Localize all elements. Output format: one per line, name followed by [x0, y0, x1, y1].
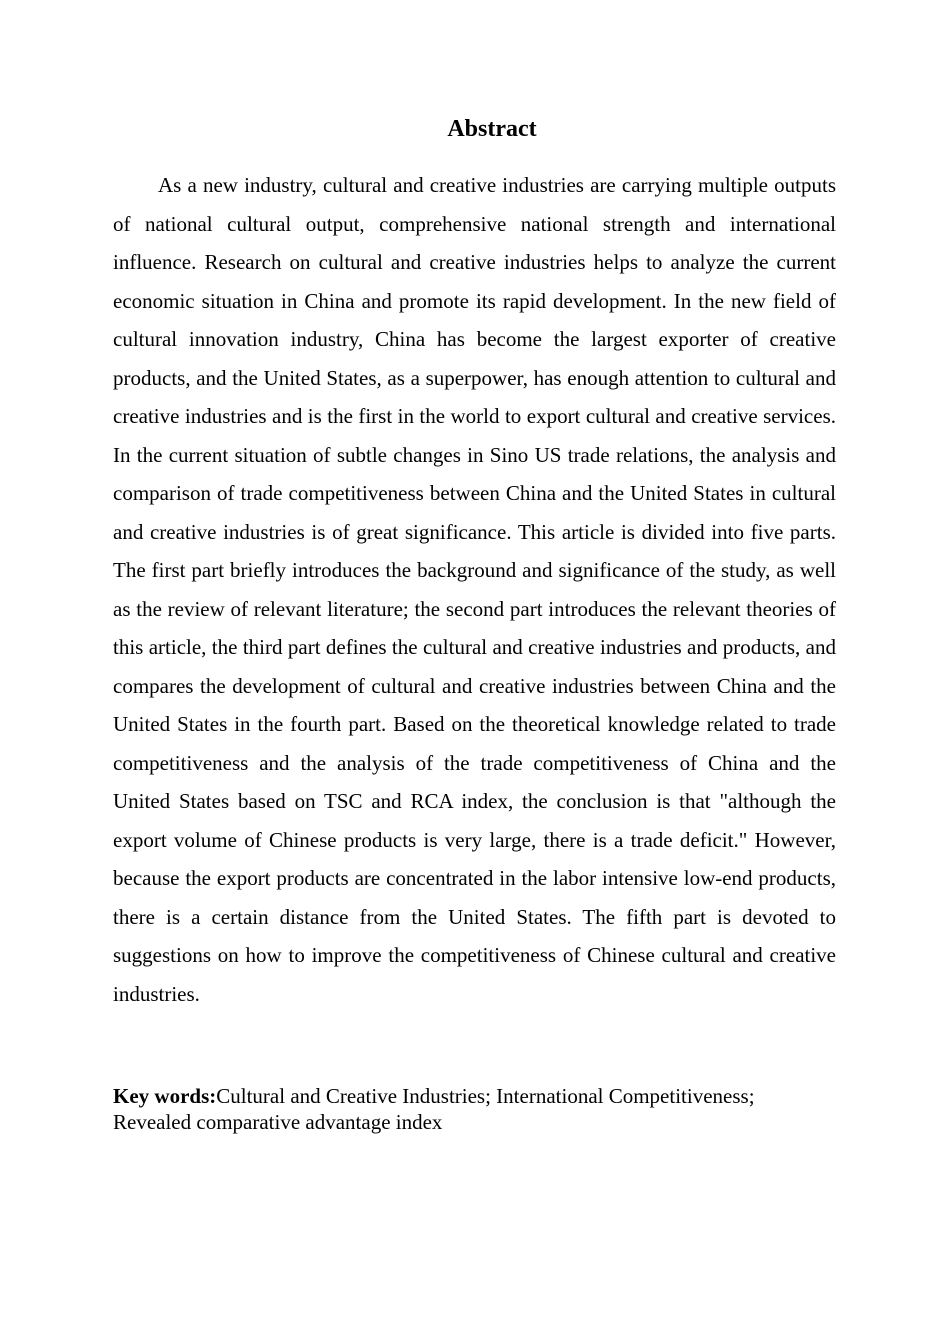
keywords-label: Key words: — [113, 1084, 217, 1108]
keywords-line — [113, 1083, 836, 1135]
page-title: Abstract — [447, 116, 537, 142]
abstract-paragraph: As a new industry, cultural and creative industries are carrying multiple outputs of national cultural output, comprehensive national strength and international influence. Research on cultural and creative industries helps to analyze the current economic situation in China and promote its rapid development. In the new field of cultural innovation industry, China has become the largest exporter of creative products, and the United States, as a superpower, has enough attention to cultural and creative industries and is the first in the world to export cultural and creative services. In the current situation of subtle changes in Sino US trade relations, the analysis and comparison of trade competitiveness between China and the United States in cultural and creative industries is of great significance. This article is divided into five parts. The first part briefly introduces the background and significance of the study, as well as the review of relevant literature; the second part introduces the relevant theories of this article, the third part defines the cultural and creative industries and products, and compares the development of cultural and creative industries between China and the United States in the fourth part. Based on the theoretical knowledge related to trade competitiveness and the analysis of the trade competitiveness of China and the United States based on TSC and RCA index, the conclusion is that "although the export volume of Chinese products is very large, there is a trade deficit." However, because the export products are concentrated in the labor intensive low-end products, there is a certain distance from the United States. The fifth part is devoted to suggestions on how to improve the competitiveness of Chinese cultural and creative industries. — [113, 173, 836, 1006]
keywords-text: Cultural and Creative Industries; International Competitiveness; Revealed comparative advantage index — [113, 1084, 755, 1134]
